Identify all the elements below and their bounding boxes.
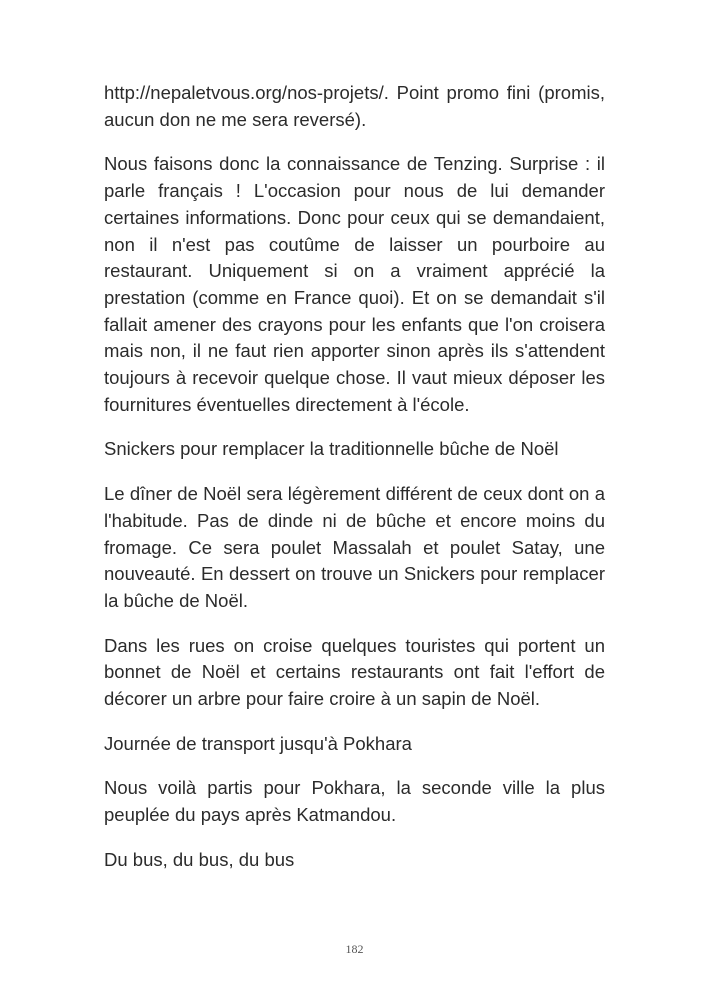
paragraph-tenzing: Nous faisons donc la connaissance de Tenzing. Surprise : il parle français ! L'occasion pour nous de lui demander certaines informations. Donc pour ceux qui se demandaient, non il n'est pas coutûme de laisser un pourboire au restaurant. Uniquement si on a vraiment apprécié la prestation (comme en France quoi). Et on se demandait s'il fallait amener des crayons pour les enfants que l'on croisera mais non, il ne faut rien apporter sinon après ils s'attendent toujours à recevoir quelque chose. Il vaut mieux déposer les fournitures éventuelles directement à l'école.	[104, 153, 605, 415]
paragraph-pokhara: Nous voilà partis pour Pokhara, la seconde ville la plus peuplée du pays après Katmandou.	[104, 777, 605, 826]
paragraph-christmas-dinner: Le dîner de Noël sera légèrement différent de ceux dont on a l'habitude. Pas de dinde ni de bûche et encore moins du fromage. Ce sera poulet Massalah et poulet Satay, une nouveauté. En dessert on trouve un Snickers pour remplacer la bûche de Noël.	[104, 483, 605, 611]
paragraph-streets: Dans les rues on croise quelques touristes qui portent un bonnet de Noël et certains restaurants ont fait l'effort de décorer un arbre pour faire croire à un sapin de Noël.	[104, 634, 605, 710]
page-number: 182	[345, 942, 364, 956]
section-heading-snickers: Snickers pour remplacer la traditionnelle bûche de Noël	[104, 438, 559, 460]
section-heading-bus: Du bus, du bus, du bus	[104, 848, 295, 870]
section-heading-pokhara: Journée de transport jusqu'à Pokhara	[104, 732, 412, 754]
paragraph-promo-link: http://nepaletvous.org/nos-projets/. Point promo fini (promis, aucun don ne me sera reversé).	[104, 82, 605, 130]
page-body	[104, 80, 605, 892]
